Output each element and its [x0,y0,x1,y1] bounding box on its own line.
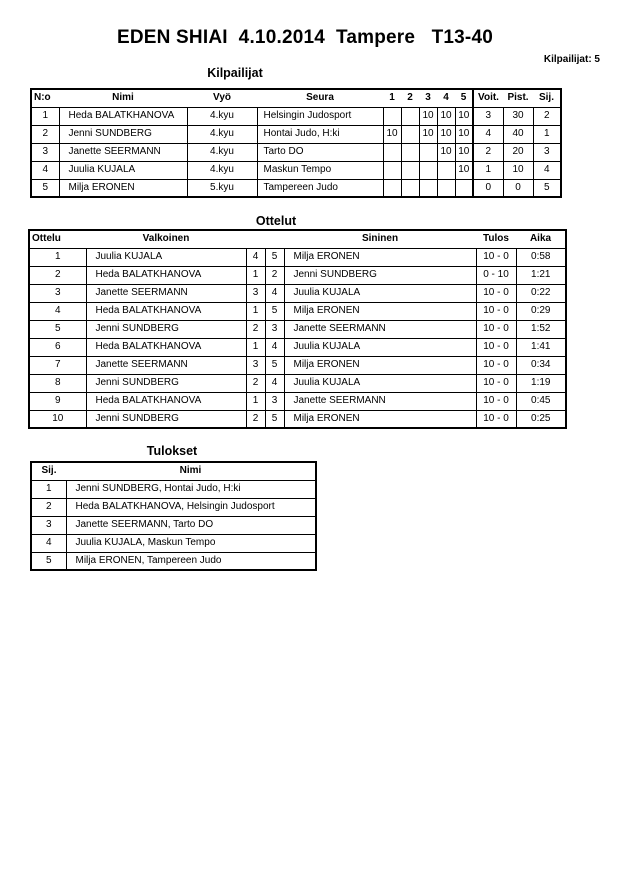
page-title: EDEN SHIAI 4.10.2014 Tampere T13-40 [116,27,493,48]
matches-table [28,229,567,429]
cell-wins: 4 [473,125,503,143]
cell-result-place: 1 [31,480,66,498]
cell-match-no: 8 [29,374,86,392]
cell-m1 [383,107,401,125]
match-row [29,266,566,284]
cell-belt: 4.kyu [187,107,257,125]
cell-name: Jenni SUNDBERG [59,125,187,143]
cell-wins: 0 [473,179,503,197]
cell-no: 2 [31,125,59,143]
cell-result-place: 5 [31,552,66,570]
results-header-row [31,462,316,480]
cell-blue-num: 5 [265,410,284,428]
cell-white-name: Jenni SUNDBERG [86,320,246,338]
cell-blue-name: Milja ERONEN [284,356,476,374]
cell-points: 40 [503,125,533,143]
cell-m1: 10 [383,125,401,143]
col-result-place: Sij. [31,462,66,480]
cell-white-num: 2 [246,320,265,338]
cell-white-name: Heda BALATKHANOVA [86,392,246,410]
cell-white-num: 1 [246,302,265,320]
section-heading-competitors: Kilpailijat [207,66,263,80]
cell-m2 [401,179,419,197]
cell-white-num: 1 [246,266,265,284]
cell-result-name: Milja ERONEN, Tampereen Judo [66,552,316,570]
cell-blue-num: 5 [265,356,284,374]
cell-result-name: Heda BALATKHANOVA, Helsingin Judosport [66,498,316,516]
col-m5: 5 [455,89,473,107]
cell-result-name: Janette SEERMANN, Tarto DO [66,516,316,534]
cell-match-no: 7 [29,356,86,374]
cell-time: 0:45 [516,392,566,410]
cell-white-name: Juulia KUJALA [86,248,246,266]
cell-m4: 10 [437,143,455,161]
cell-points: 0 [503,179,533,197]
cell-place: 3 [533,143,561,161]
cell-time: 1:19 [516,374,566,392]
col-no: N:o [31,89,59,107]
competitor-row [31,125,561,143]
col-result: Tulos [476,230,516,248]
cell-name: Heda BALATKHANOVA [59,107,187,125]
cell-match-no: 5 [29,320,86,338]
col-belt: Vyö [187,89,257,107]
cell-belt: 4.kyu [187,161,257,179]
cell-wins: 3 [473,107,503,125]
section-heading-matches: Ottelut [255,214,297,228]
cell-m4: 10 [437,107,455,125]
col-white: Valkoinen [86,230,246,248]
col-wins: Voit. [473,89,503,107]
cell-blue-name: Janette SEERMANN [284,320,476,338]
cell-blue-name: Milja ERONEN [284,302,476,320]
section-heading-results: Tulokset [146,444,198,458]
competitor-count-label: Kilpailijat: 5 [543,54,600,65]
cell-result: 10 - 0 [476,302,516,320]
competitor-row [31,179,561,197]
cell-time: 1:41 [516,338,566,356]
cell-result: 0 - 10 [476,266,516,284]
cell-name: Janette SEERMANN [59,143,187,161]
cell-white-name: Heda BALATKHANOVA [86,266,246,284]
cell-m3 [419,143,437,161]
cell-m3: 10 [419,107,437,125]
cell-time: 1:21 [516,266,566,284]
col-m1: 1 [383,89,401,107]
cell-white-num: 2 [246,410,265,428]
col-m4: 4 [437,89,455,107]
cell-points: 10 [503,161,533,179]
cell-result-place: 2 [31,498,66,516]
cell-place: 2 [533,107,561,125]
cell-m3: 10 [419,125,437,143]
match-row [29,356,566,374]
result-row [31,480,316,498]
cell-blue-name: Jenni SUNDBERG [284,266,476,284]
col-place: Sij. [533,89,561,107]
cell-blue-name: Milja ERONEN [284,248,476,266]
result-row [31,534,316,552]
matches-header-row [29,230,566,248]
cell-white-num: 1 [246,392,265,410]
cell-m4: 10 [437,125,455,143]
cell-white-num: 1 [246,338,265,356]
cell-white-name: Heda BALATKHANOVA [86,338,246,356]
cell-m2 [401,161,419,179]
match-row [29,410,566,428]
cell-result: 10 - 0 [476,356,516,374]
col-name: Nimi [59,89,187,107]
cell-m5: 10 [455,161,473,179]
competitor-row [31,107,561,125]
cell-no: 4 [31,161,59,179]
cell-blue-num: 4 [265,338,284,356]
cell-match-no: 1 [29,248,86,266]
cell-blue-num: 5 [265,302,284,320]
cell-m1 [383,143,401,161]
cell-result: 10 - 0 [476,374,516,392]
cell-time: 1:52 [516,320,566,338]
cell-club: Maskun Tempo [257,161,383,179]
col-result-name: Nimi [66,462,316,480]
cell-blue-num: 3 [265,392,284,410]
cell-blue-name: Juulia KUJALA [284,374,476,392]
col-time: Aika [516,230,566,248]
match-row [29,392,566,410]
cell-match-no: 6 [29,338,86,356]
cell-result: 10 - 0 [476,320,516,338]
match-row [29,320,566,338]
cell-place: 4 [533,161,561,179]
cell-time: 0:34 [516,356,566,374]
cell-white-name: Jenni SUNDBERG [86,410,246,428]
cell-white-name: Janette SEERMANN [86,284,246,302]
cell-white-num: 4 [246,248,265,266]
cell-time: 0:29 [516,302,566,320]
cell-result-place: 4 [31,534,66,552]
match-row [29,338,566,356]
cell-white-name: Heda BALATKHANOVA [86,302,246,320]
cell-m4 [437,161,455,179]
cell-club: Tarto DO [257,143,383,161]
cell-white-name: Janette SEERMANN [86,356,246,374]
cell-points: 20 [503,143,533,161]
competitors-header-row [31,89,561,107]
cell-m3 [419,161,437,179]
cell-blue-name: Milja ERONEN [284,410,476,428]
cell-m1 [383,161,401,179]
results-table [30,461,317,571]
col-blue-num [265,230,284,248]
cell-blue-num: 4 [265,284,284,302]
cell-result-name: Juulia KUJALA, Maskun Tempo [66,534,316,552]
result-row [31,498,316,516]
cell-m5: 10 [455,125,473,143]
cell-blue-num: 4 [265,374,284,392]
cell-time: 0:25 [516,410,566,428]
col-m3: 3 [419,89,437,107]
cell-time: 0:22 [516,284,566,302]
cell-wins: 1 [473,161,503,179]
cell-match-no: 3 [29,284,86,302]
cell-belt: 5.kyu [187,179,257,197]
cell-m3 [419,179,437,197]
cell-result: 10 - 0 [476,248,516,266]
col-club: Seura [257,89,383,107]
col-m2: 2 [401,89,419,107]
cell-blue-name: Juulia KUJALA [284,284,476,302]
cell-blue-name: Janette SEERMANN [284,392,476,410]
col-white-num [246,230,265,248]
cell-blue-num: 3 [265,320,284,338]
col-match-no: Ottelu [29,230,86,248]
cell-white-name: Jenni SUNDBERG [86,374,246,392]
match-row [29,284,566,302]
cell-no: 3 [31,143,59,161]
cell-belt: 4.kyu [187,125,257,143]
cell-match-no: 9 [29,392,86,410]
cell-white-num: 3 [246,284,265,302]
cell-club: Tampereen Judo [257,179,383,197]
cell-m2 [401,125,419,143]
cell-white-num: 2 [246,374,265,392]
col-blue: Sininen [284,230,476,248]
cell-no: 5 [31,179,59,197]
cell-match-no: 2 [29,266,86,284]
cell-blue-num: 2 [265,266,284,284]
cell-no: 1 [31,107,59,125]
cell-match-no: 4 [29,302,86,320]
cell-result: 10 - 0 [476,392,516,410]
competitors-table [30,88,562,198]
cell-result-name: Jenni SUNDBERG, Hontai Judo, H:ki [66,480,316,498]
result-row [31,516,316,534]
cell-result: 10 - 0 [476,410,516,428]
cell-club: Helsingin Judosport [257,107,383,125]
cell-blue-num: 5 [265,248,284,266]
cell-m2 [401,143,419,161]
cell-name: Milja ERONEN [59,179,187,197]
cell-m1 [383,179,401,197]
cell-place: 1 [533,125,561,143]
cell-result: 10 - 0 [476,284,516,302]
match-row [29,302,566,320]
cell-belt: 4.kyu [187,143,257,161]
match-row [29,248,566,266]
competitor-row [31,161,561,179]
cell-place: 5 [533,179,561,197]
cell-wins: 2 [473,143,503,161]
match-row [29,374,566,392]
cell-points: 30 [503,107,533,125]
cell-name: Juulia KUJALA [59,161,187,179]
col-points: Pist. [503,89,533,107]
cell-m4 [437,179,455,197]
competitor-row [31,143,561,161]
cell-club: Hontai Judo, H:ki [257,125,383,143]
cell-m5: 10 [455,107,473,125]
cell-result-place: 3 [31,516,66,534]
cell-blue-name: Juulia KUJALA [284,338,476,356]
cell-m2 [401,107,419,125]
cell-result: 10 - 0 [476,338,516,356]
result-row [31,552,316,570]
cell-m5: 10 [455,143,473,161]
cell-match-no: 10 [29,410,86,428]
cell-white-num: 3 [246,356,265,374]
cell-m5 [455,179,473,197]
cell-time: 0:58 [516,248,566,266]
